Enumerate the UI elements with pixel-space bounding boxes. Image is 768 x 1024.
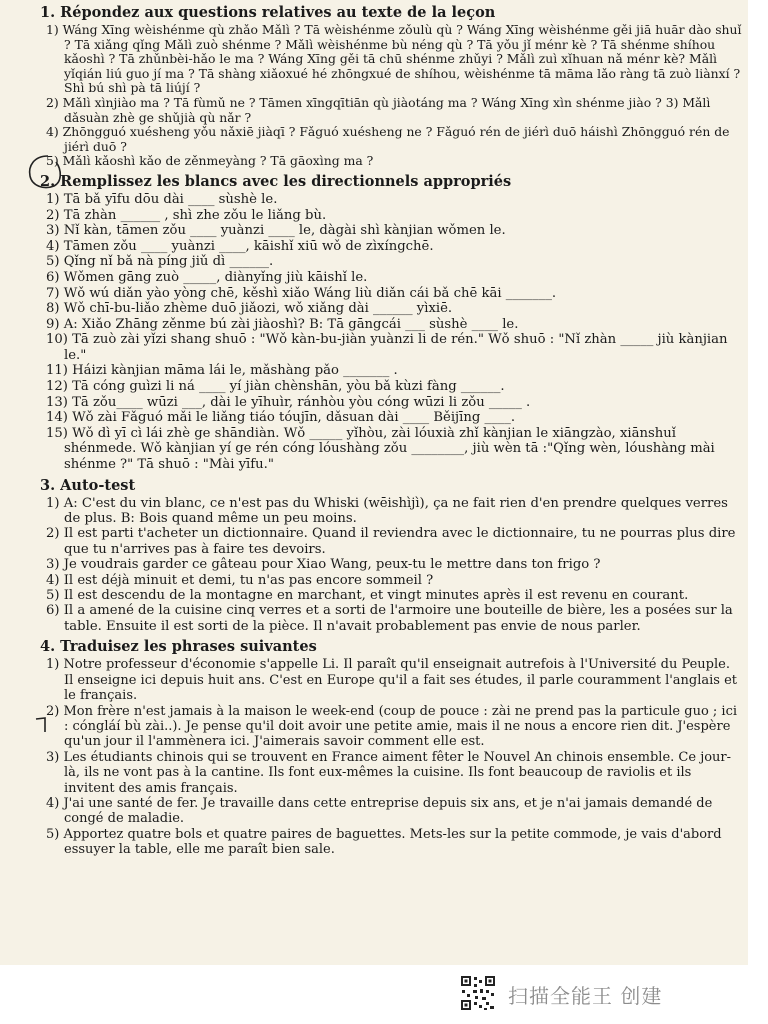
section-title: 3. Auto-test <box>40 476 136 494</box>
list-item: 1) Notre professeur d'économie s'appelle Li. Il paraît qu'il enseignait autrefois à l'Université du Peuple. Il enseigne ici depuis huit ans. C'est en Europe qu'il a fait ses études, il parle couramment l'anglais et le français. <box>46 657 738 704</box>
section-fill-blanks <box>40 173 742 473</box>
qr-code-icon <box>460 975 496 1011</box>
list-item: 1) A: C'est du vin blanc, ce n'est pas du Whiski (wēishìjì), ça ne fait rien d'en prendre quelques verres de plus. B: Bois quand même un peu moins. <box>46 495 728 527</box>
list-item: 5) Il est descendu de la montagne en marchant, et vingt minutes après il est revenu en courant. <box>46 588 689 604</box>
list-item: 6) Wǒmen gāng zuò _____, diànyǐng jiù kāishǐ le. <box>46 269 368 285</box>
list-item: 5) Qǐng nǐ bǎ nà píng jiǔ dì ______. <box>46 254 274 270</box>
list-item: 5) Mǎlì kǎoshì kǎo de zěnmeyàng ? Tā gāoxìng ma ? <box>46 153 374 169</box>
section-questions <box>40 4 742 169</box>
section-auto-test <box>40 477 742 635</box>
section-translate <box>40 638 742 857</box>
list-item: 7) Wǒ wú diǎn yào yòng chē, kěshì xiǎo Wáng liù diǎn cái bǎ chē kāi _______. <box>46 285 557 301</box>
list-item: 3) Les étudiants chinois qui se trouvent en France aiment fêter le Nouvel An chinois ensemble. Ce jour-là, ils ne vont pas à la cantine. Ils font eux-mêmes la cuisine. Ils font beaucoup de raviolis et ils invitent des amis français. <box>46 749 732 796</box>
list-item: 4) Tāmen zǒu ____ yuànzi ____, kāishǐ xiū wǒ de zìxíngchē. <box>46 238 434 254</box>
list-item: 13) Tā zǒu____ wūzi ___, dài le yīhuìr, ránhòu yòu cóng wūzi li zǒu _____ . <box>46 394 531 410</box>
list-item: 3) Je voudrais garder ce gâteau pour Xiao Wang, peux-tu le mettre dans ton frigo ? <box>46 557 601 573</box>
list-item: 2) Tā zhàn ______ , shì zhe zǒu le liǎng bù. <box>46 207 327 223</box>
list-item: 4) J'ai une santé de fer. Je travaille dans cette entreprise depuis six ans, et je n'ai jamais demandé de congé de maladie. <box>46 795 713 827</box>
list-item: 15) Wǒ dì yī cì lái zhè ge shāndiàn. Wǒ _____ yǐhòu, zài lóuxià zhǐ kànjian le xiāngzào, xiānshuǐ shénmede. Wǒ kànjian yí ge rén cóng lóushàng zǒu ________, jiù wèn tā :"Qǐng wèn, lóushàng mài shénme ?" Tā shuō : "Mài yīfu." <box>46 425 715 473</box>
list-item: 1) Tā bǎ yīfu dōu dài ____ sùshè le. <box>46 191 278 207</box>
list-item: 3) Nǐ kàn, tāmen zǒu ____ yuànzi ____ le, dàgài shì kànjian wǒmen le. <box>46 223 506 239</box>
list-item: 11) Háizi kànjian māma lái le, mǎshàng pǎo _______ . <box>46 363 398 379</box>
list-item: 10) Tā zuò zài yǐzi shang shuō : "Wǒ kàn-bu-jiàn yuànzi li de rén." Wǒ shuō : "Nǐ zhàn _____ jiù kànjian le." <box>46 332 728 363</box>
section-title: 2. Remplissez les blancs avec les directionnels appropriés <box>40 172 512 190</box>
list-item: 8) Wǒ chī-bu-liǎo zhème duō jiǎozi, wǒ xiǎng dài ______ yìxiē. <box>46 301 453 317</box>
list-item: 12) Tā cóng guìzi li ná ____ yí jiàn chènshān, yòu bǎ kùzi fàng ______. <box>46 379 505 395</box>
list-item: 4) Zhōngguó xuésheng yǒu nǎxiē jiàqī ? Fǎguó xuésheng ne ? Fǎguó rén de jiérì duō háishì Zhōngguó rén de jiérì duō ? <box>46 124 730 154</box>
list-item: 6) Il a amené de la cuisine cinq verres et a sorti de l'armoire une bouteille de bière, les a posées sur la table. Ensuite il est sorti de la pièce. Il n'avait probablement pas envie de nous parler. <box>46 603 733 634</box>
scanner-watermark <box>460 975 760 1011</box>
scanner-brand-text: 扫描全能王 创建 <box>508 984 663 1008</box>
list-item: 1) Wáng Xīng wèishénme qù zhǎo Mǎlì ? Tā wèishénme zǒulù qù ? Wáng Xīng wèishénme gěi jiā huār dào shuǐ ? Tā xiǎng qǐng Mǎlì zuò shénme ? Mǎlì wèishénme bù néng qù ? Tā yǒu jǐ ménr kè ? Tā shénme shíhou kǎoshì ? Tā zhǔnbèi-hǎo le ma ? Wáng Xīng gěi tā chū shénme zhǔyi ? Mǎlì zuì xǐhuan nǎ ménr kè? Mǎlì yǐqián liú guo jí ma ? Tā shàng xiǎoxué hé zhōngxué de shíhou, wèishénme tā māma lǎo ràng tā zuò liànxí ? Shì bú shì pà tā liújí ? <box>46 22 742 96</box>
section-title: 4. Traduisez les phrases suivantes <box>40 638 317 656</box>
exercise-content <box>40 0 742 858</box>
list-item: 2) Il est parti t'acheter un dictionnaire. Quand il reviendra avec le dictionnaire, tu ne pourras plus dire que tu n'arrives pas à faire tes devoirs. <box>46 526 736 557</box>
list-item: 2) Mǎlì xìnjiào ma ? Tā fùmǔ ne ? Tāmen xīngqītiān qù jiàotáng ma ? Wáng Xīng xìn shénme jiào ? 3) Mǎlì dǎsuàn zhè ge shǔjià qù nǎr ? <box>46 94 711 125</box>
list-item: 9) A: Xiǎo Zhāng zěnme bú zài jiàoshì? B: Tā gāngcái ___ sùshè ____ le. <box>46 316 519 332</box>
list-item: 4) Il est déjà minuit et demi, tu n'as pas encore sommeil ? <box>46 572 434 588</box>
list-item: 14) Wǒ zài Fǎguó mǎi le liǎng tiáo tóujīn, dǎsuan dài ____ Běijīng ____. <box>46 410 516 426</box>
list-item: 5) Apportez quatre bols et quatre paires de baguettes. Mets-les sur la petite commode, je vais d'abord essuyer la table, elle me paraît bien sale. <box>46 826 722 858</box>
list-item: 2) Mon frère n'est jamais à la maison le week-end (coup de pouce : zài ne prend pas la particule guo ; ici : cóngláí bù zài..). Je pense qu'il doit avoir une petite amie, mais il ne nous a encore rien dit. J'espère qu'un jour il l'ammènera ici. J'aimerais savoir comment elle est. <box>46 703 738 750</box>
section-title: 1. Répondez aux questions relatives au texte de la leçon <box>40 4 496 21</box>
